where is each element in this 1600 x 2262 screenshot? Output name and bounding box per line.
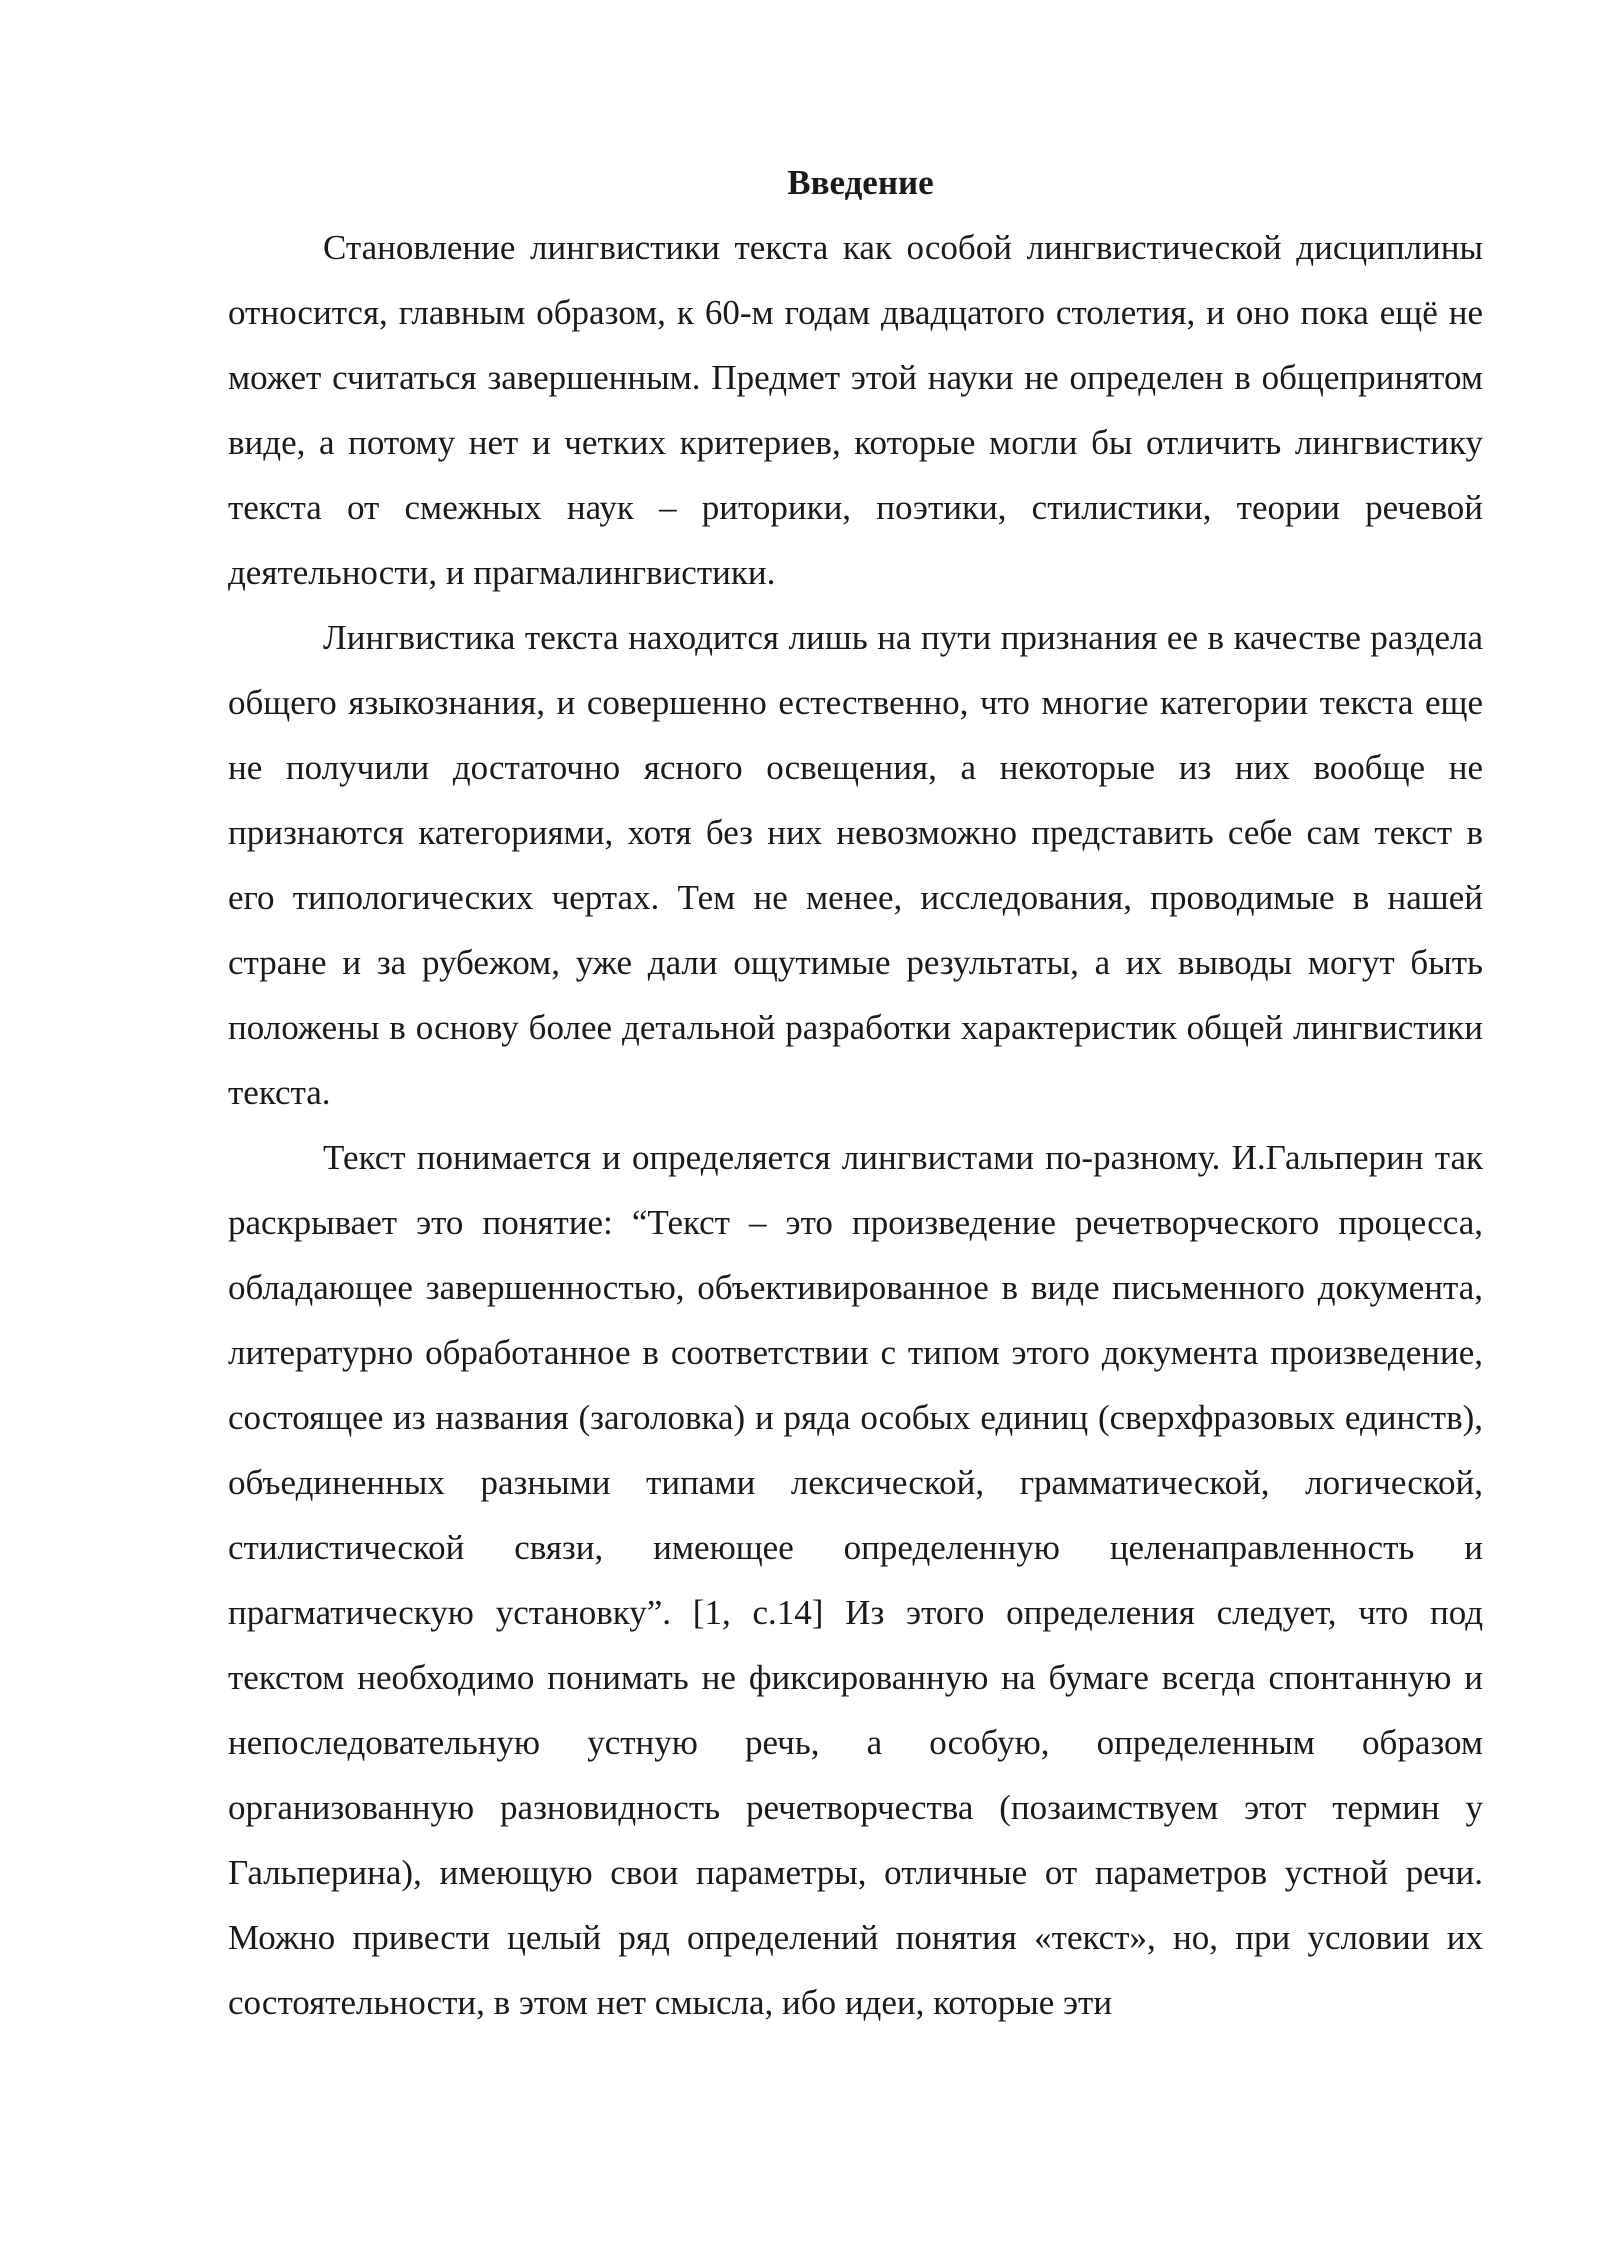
document-body: [228, 150, 1483, 2035]
paragraph-3: Текст понимается и определяется лингвистами по-разному. И.Гальперин так раскрывает это понятие: “Текст – это произведение речетворческого процесса, обладающее завершенностью, объективированное в виде письменного документа, литературно обработанное в соответствии с типом этого документа произведение, состоящее из названия (заголовка) и ряда особых единиц (сверхфразовых единств), объединенных разными типами лексической, грамматической, логической, стилистической связи, имеющее определенную целенаправленность и прагматическую установку”. [1, с.14] Из этого определения следует, что под текстом необходимо понимать не фиксированную на бумаге всегда спонтанную и непоследовательную устную речь, а особую, определенным образом организованную разновидность речетворчества (позаимствуем этот термин у Гальперина), имеющую свои параметры, отличные от параметров устной речи. Можно привести целый ряд определений понятия «текст», но, при условии их состоятельности, в этом нет смысла, ибо идеи, которые эти: [228, 1138, 1483, 2022]
paragraph-2: Лингвистика текста находится лишь на пути признания ее в качестве раздела общего языкознания, и совершенно естественно, что многие категории текста еще не получили достаточно ясного освещения, а некоторые из них вообще не признаются категориями, хотя без них невозможно представить себе сам текст в его типологических чертах. Тем не менее, исследования, проводимые в нашей стране и за рубежом, уже дали ощутимые результаты, а их выводы могут быть положены в основу более детальной разработки характеристик общей лингвистики текста.: [228, 618, 1483, 1112]
document-title: Введение: [787, 163, 934, 202]
paragraph-1: Становление лингвистики текста как особой лингвистической дисциплины относится, главным образом, к 60-м годам двадцатого столетия, и оно пока ещё не может считаться завершенным. Предмет этой науки не определен в общепринятом виде, а потому нет и четких критериев, которые могли бы отличить лингвистику текста от смежных наук – риторики, поэтики, стилистики, теории речевой деятельности, и прагмалингвистики.: [228, 228, 1483, 592]
